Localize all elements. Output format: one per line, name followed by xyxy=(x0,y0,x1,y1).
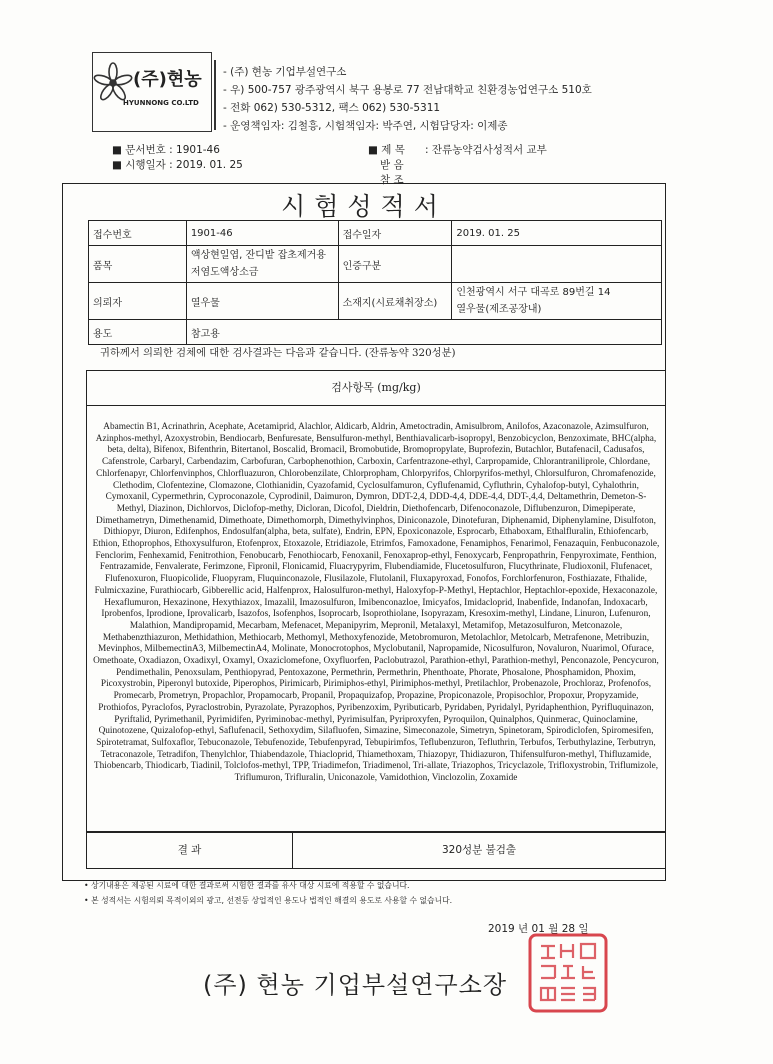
address-line1: 인천광역시 서구 대곡로 89번길 14 xyxy=(456,287,611,298)
org-line-phone: - 전화 062) 530-5312, 팩스 062) 530-5311 xyxy=(223,102,441,114)
address-label: 소재지(시료채취장소) xyxy=(338,283,452,320)
cert-type-label: 인증구분 xyxy=(338,246,452,283)
issue-date: 2019 년 01 월 28 일 xyxy=(488,923,589,935)
recipient-label: 받 음 xyxy=(380,159,404,171)
receipt-date-value: 2019. 01. 25 xyxy=(452,221,662,246)
company-logo xyxy=(92,52,212,132)
note-2: • 본 성적서는 시험의뢰 목적이외의 광고, 선전등 상업적인 용도나 법적인 해결의 용도로 사용할 수 없습니다. xyxy=(84,896,453,905)
client-value: 열우물 xyxy=(186,283,338,320)
org-line-name: - (주) 현농 기업부설연구소 xyxy=(223,66,347,78)
result-label: 결 과 xyxy=(87,833,293,868)
logo-text: (주)현농 xyxy=(133,69,202,90)
address-line2: 열우물(제조공장내) xyxy=(456,304,542,315)
info-table xyxy=(88,220,662,345)
subject-value: : 잔류농약검사성적서 교부 xyxy=(425,144,547,156)
receipt-no-label: 접수번호 xyxy=(89,221,187,246)
item-value-line1: 액상현일엽, 잔디밭 잡초제거용 xyxy=(190,250,326,261)
item-value xyxy=(186,246,338,283)
certificate-title: 시험성적서 xyxy=(281,192,447,221)
test-date: ■ 시행일자 : 2019. 01. 25 xyxy=(112,159,243,171)
intro-text: 귀하께서 의뢰한 검체에 대한 검사결과는 다음과 같습니다. (잔류농약 320성분) xyxy=(100,347,456,359)
table-row xyxy=(89,221,662,246)
doc-number: ■ 문서번호 : 1901-46 xyxy=(112,144,220,156)
logo-subtext: HYUNNONG CO.LTD xyxy=(123,99,199,107)
issuer-name: (주) 현농 기업부설연구소장 xyxy=(203,971,508,999)
item-value-line2: 저염도액상소금 xyxy=(190,267,259,278)
org-line-staff: - 운영책임자: 김철흥, 시험책임자: 박주연, 시험담당자: 이제종 xyxy=(223,120,508,132)
table-row xyxy=(89,246,662,283)
analyte-list: Abamectin B1, Acrinathrin, Acephate, Acetamiprid, Alachlor, Aldicarb, Aldrin, Ametoctradin, Amisulbrom, Anilofos, Azaconazole, Azimsulfuron, Azinphos-methyl, Azoxystrobin, Bendiocarb, Benfuresate, Bensulfuron-methyl, Benthiavalicarb-isopropyl, Benzobicyclon, Benzoximate, BHC(alpha, beta, delta), Bifenox, Bifenthrin, Bitertanol, Boscalid, Bromacil, Bromobutide, Bromopropylate, Buprofezin, Butachlor, Butafenacil, Cadusafos, Cafenstrole, Carbaryl, Carbendazim, Carbofuran, Carbophenothion, Carboxin, Carfentrazone-ethyl, Carpropamide, Chlorantraniliprole, Chlordane, Chlorfenapyr, Chlorfenvinphos, Chlorfluazuron, Chlorobenzilate, Chlorpropham, Chlorpyrifos, Chlorpyrifos-methyl, Chlorsulfuron, Chromafenozide, Clethodim, Clofentezine, Clomazone, Clothianidin, Cyazofamid, Cyclosulfamuron, Cyflufenamid, Cyfluthrin, Cyhalofop-butyl, Cyhalothrin, Cymoxanil, Cypermethrin, Cyproconazole, Cyprodinil, Daimuron, Dymron, DDT-2,4, DDD-4,4, DDE-4,4, DDT-,4,4, Deltamethrin, Demeton-S-Methyl, Diazinon, Dichlorvos, Diclofop-methy, Dicloran, Dicofol, Dieldrin, Diethofencarb, Difenoconazole, Diflubenzuron, Dimepiperate, Dimethametryn, Dimethenamid, Dimethoate, Dimethomorph, Dimethylvinphos, Diniconazole, Dinotefuran, Diphenamid, Diphenylamine, Disulfoton, Dithiopyr, Diuron, Edifenphos, Endosulfan(alpha, beta, sulfate), Endrin, EPN, Epoxiconazole, Esprocarb, Ethaboxam, Ethalfluralin, Ethiofencarb, Ethion, Ethoprophos, Ethoxysulfuron, Etofenprox, Etoxazole, Etridiazole, Etrimfos, Famoxadone, Fenamiphos, Fenarimol, Fenazaquin, Fenbuconazole, Fenclorim, Fenhexamid, Fenitrothion, Fenobucarb, Fenothiocarb, Fenoxanil, Fenoxaprop-ethyl, Fenoxycarb, Fenpropathrin, Fenpyroximate, Fenthion, Fentrazamide, Fenvalerate, Ferimzone, Fipronil, Flonicamid, Fluacrypyrim, Flubendiamide, Flucetosulfuron, Flucythrinate, Fludioxonil, Flufenacet, Flufenoxuron, Fluopicolide, Fluopyram, Fluquinconazole, Flusilazole, Flutolanil, Fluxapyroxad, Fonofos, Forchlorfenuron, Fosthiazate, Fthalide, Fulmicxazine, Furathiocarb, Gibberellic acid, Halfenprox, Halosulfuron-methyl, Haloxyfop-P-Methyl, Heptachlor, Heptachlor-epoxide, Hexaconazole, Hexaflumuron, Hexazinone, Hexythiazox, Imazalil, Imazosulfuron, Imibenconazloe, Imicyafos, Imidacloprid, Inabenfide, Indanofan, Indoxacarb, Iprobenfos, Iprodione, Iprovalicarb, Isazofos, Isofenphos, Isoprocarb, Isoprothiolane, Isopyrazam, Kresoxim-methyl, Lindane, Linuron, Lufenuron, Malathion, Mandipropamid, Mecarbam, Mefenacet, Mepanipyrim, Mepronil, Metalaxyl, Metamifop, Metazosulfuron, Metconazole, Methabenzthiazuron, Methidathion, Methiocarb, Methomyl, Methoxyfenozide, Metobromuron, Metolachlor, Metolcarb, Metrafenone, Metribuzin, Mevinphos, MilbemectinA3, MilbemectinA4, Molinate, Monocrotophos, Myclobutanil, Napropamide, Nicosulfuron, Novaluron, Nuarimol, Ofurace, Omethoate, Oxadiazon, Oxadixyl, Oxamyl, Oxaziclomefone, Oxyfluorfen, Paclobutrazol, Parathion-ethyl, Parathion-methyl, Penconazole, Pencycuron, Pendimethalin, Penoxsulam, Penthiopyrad, Pentoxazone, Permethrin, Permethrin, Phenthoate, Phorate, Phosalone, Phosphamidon, Phoxim, Picoxystrobin, Piperonyl butoxide, Piperophos, Pirimicarb, Pirimiphos-ethyl, Pirimiphos-methyl, Pretilachlor, Probenazole, Prochloraz, Profenofos, Promecarb, Prometryn, Propachlor, Propamocarb, Propanil, Propaquizafop, Propazine, Propiconazole, Propisochlor, Propoxur, Propyzamide, Prothiofos, Pyraclofos, Pyraclostrobin, Pyrazolate, Pyrazophos, Pyribenzoxim, Pyributicarb, Pyridaben, Pyridalyl, Pyridaphenthion, Pyrifluquinazon, Pyriftalid, Pyrimethanil, Pyrimidifen, Pyriminobac-methyl, Pyrimisulfan, Pyriproxyfen, Pyroquilon, Quinalphos, Quinmerac, Quinoclamine, Quinotozene, Quizalofop-ethyl, Saflufenacil, Sethoxydim, Silafluofen, Simazine, Simeconazole, Simetryn, Spinetoram, Spirodiclofen, Spiromesifen, Spirotetramat, Sulfoxaflor, Tebuconazole, Tebufenozide, Tebufenpyrad, Tebupirimfos, Teflubenzuron, Tefluthrin, Terbufos, Terbuthylazine, Terbutryn, Tetraconazole, Tetradifon, Thenylchlor, Thiabendazole, Thiacloprid, Thiamethoxam, Thiazopyr, Thidiazuron, Thifensulfuron-methyl, Thifluzamide, Thiobencarb, Thiodicarb, Tiadinil, Tolclofos-methyl, TPP, Triadimefon, Triadimenol, Tri-allate, Triazophos, Tricyclazole, Trifloxystrobin, Triflumizole, Triflumuron, Trifluralin, Uniconazole, Vamidothion, Vinclozolin, Zoxamide xyxy=(92,422,660,784)
cert-type-value xyxy=(452,246,662,283)
item-label: 품목 xyxy=(89,246,187,283)
receipt-date-label: 접수일자 xyxy=(338,221,452,246)
subject-label: ■ 제 목 xyxy=(368,144,405,156)
header-divider xyxy=(214,60,216,130)
purpose-label: 용도 xyxy=(89,320,187,345)
test-items-header: 검사항목 (mg/kg) xyxy=(86,370,666,406)
client-label: 의뢰자 xyxy=(89,283,187,320)
seal-stamp-icon xyxy=(527,932,609,1014)
table-row xyxy=(89,283,662,320)
reference-label: 참 조 xyxy=(380,174,404,186)
purpose-value: 참고용 xyxy=(186,320,661,345)
address-value xyxy=(452,283,662,320)
table-row xyxy=(89,320,662,345)
official-seal xyxy=(527,932,609,1014)
org-line-address: - 우) 500-757 광주광역시 북구 용봉로 77 전남대학교 친환경농업연구소 510호 xyxy=(223,84,592,96)
note-1: • 상기내용은 제공된 시료에 대한 결과로써 시험한 결과를 유사 대상 시료에 적용할 수 없습니다. xyxy=(84,881,410,890)
result-row xyxy=(86,832,666,869)
receipt-no-value: 1901-46 xyxy=(186,221,338,246)
result-value: 320성분 불검출 xyxy=(441,844,517,856)
